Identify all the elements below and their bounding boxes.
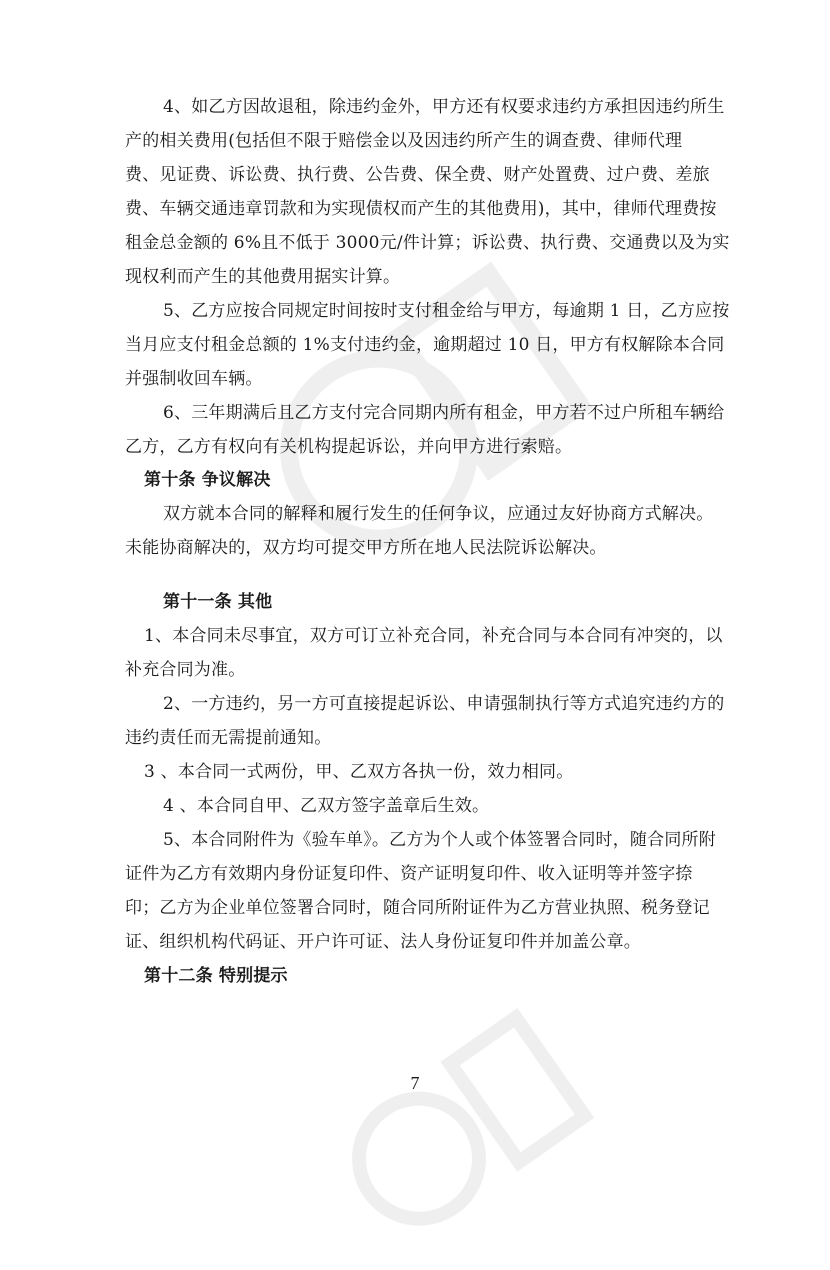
clause-9-item-4-line-5: 租金总金额的 6%且不低于 3000元/件计算；诉讼费、执行费、交通费以及为实 bbox=[125, 233, 730, 253]
clause-9-item-5-line-3: 并强制收回车辆。 bbox=[125, 369, 263, 389]
clause-9-item-6-line-2: 乙方，乙方有权向有关机构提起诉讼，并向甲方进行索赔。 bbox=[125, 437, 573, 457]
clause-11-heading: 第十一条 其他 bbox=[163, 592, 273, 612]
clause-9-item-6-line-1: 6、三年期满后且乙方支付完合同期内所有租金，甲方若不过户所租车辆给 bbox=[163, 403, 725, 423]
clause-11-item-5-line-3: 印；乙方为企业单位签署合同时，随合同所附证件为乙方营业执照、税务登记 bbox=[125, 898, 710, 918]
clause-9-item-4-line-1: 4、如乙方因故退租，除违约金外，甲方还有权要求违约方承担因违约所生 bbox=[163, 97, 725, 117]
watermark-icon bbox=[308, 990, 613, 1270]
clause-11-item-1-line-1: 1、本合同未尽事宜，双方可订立补充合同，补充合同与本合同有冲突的，以 bbox=[144, 626, 723, 646]
clause-11-item-1-line-2: 补充合同为准。 bbox=[125, 660, 246, 680]
clause-9-item-5-line-1: 5、乙方应按合同规定时间按时支付租金给与甲方，每逾期 1 日，乙方应按 bbox=[163, 301, 730, 321]
clause-12-heading: 第十二条 特别提示 bbox=[144, 966, 288, 986]
clause-9-item-5-line-2: 当月应支付租金总额的 1%支付违约金，逾期超过 10 日，甲方有权解除本合同 bbox=[125, 335, 725, 355]
page-number: 7 bbox=[410, 1073, 420, 1093]
clause-9-item-4-line-6: 现权利而产生的其他费用据实计算。 bbox=[125, 267, 401, 287]
clause-11-item-5-line-4: 证、组织机构代码证、开户许可证、法人身份证复印件并加盖公章。 bbox=[125, 932, 641, 952]
clause-11-item-2-line-2: 违约责任而无需提前通知。 bbox=[125, 728, 332, 748]
clause-10-body-line-2: 未能协商解决的，双方均可提交甲方所在地人民法院诉讼解决。 bbox=[125, 538, 607, 558]
clause-10-body-line-1: 双方就本合同的解释和履行发生的任何争议，应通过友好协商方式解决。 bbox=[163, 504, 714, 524]
clause-11-item-3: 3 、本合同一式两份，甲、乙双方各执一份，效力相同。 bbox=[144, 762, 574, 782]
clause-9-item-4-line-2: 产的相关费用(包括但不限于赔偿金以及因违约所产生的调查费、律师代理 bbox=[125, 131, 683, 151]
clause-11-item-5-line-2: 证件为乙方有效期内身份证复印件、资产证明复印件、收入证明等并签字捺 bbox=[125, 864, 693, 884]
clause-11-item-4: 4 、本合同自甲、乙双方签字盖章后生效。 bbox=[163, 796, 490, 816]
clause-10-heading: 第十条 争议解决 bbox=[144, 470, 271, 490]
clause-9-item-4-line-3: 费、见证费、诉讼费、执行费、公告费、保全费、财产处置费、过户费、差旅 bbox=[125, 165, 710, 185]
clause-11-item-5-line-1: 5、本合同附件为《验车单》。乙方为个人或个体签署合同时，随合同所附 bbox=[163, 830, 716, 850]
clause-9-item-4-line-4: 费、车辆交通违章罚款和为实现债权而产生的其他费用)，其中，律师代理费按 bbox=[125, 199, 717, 219]
clause-11-item-2-line-1: 2、一方违约，另一方可直接提起诉讼、申请强制执行等方式追究违约方的 bbox=[163, 694, 725, 714]
